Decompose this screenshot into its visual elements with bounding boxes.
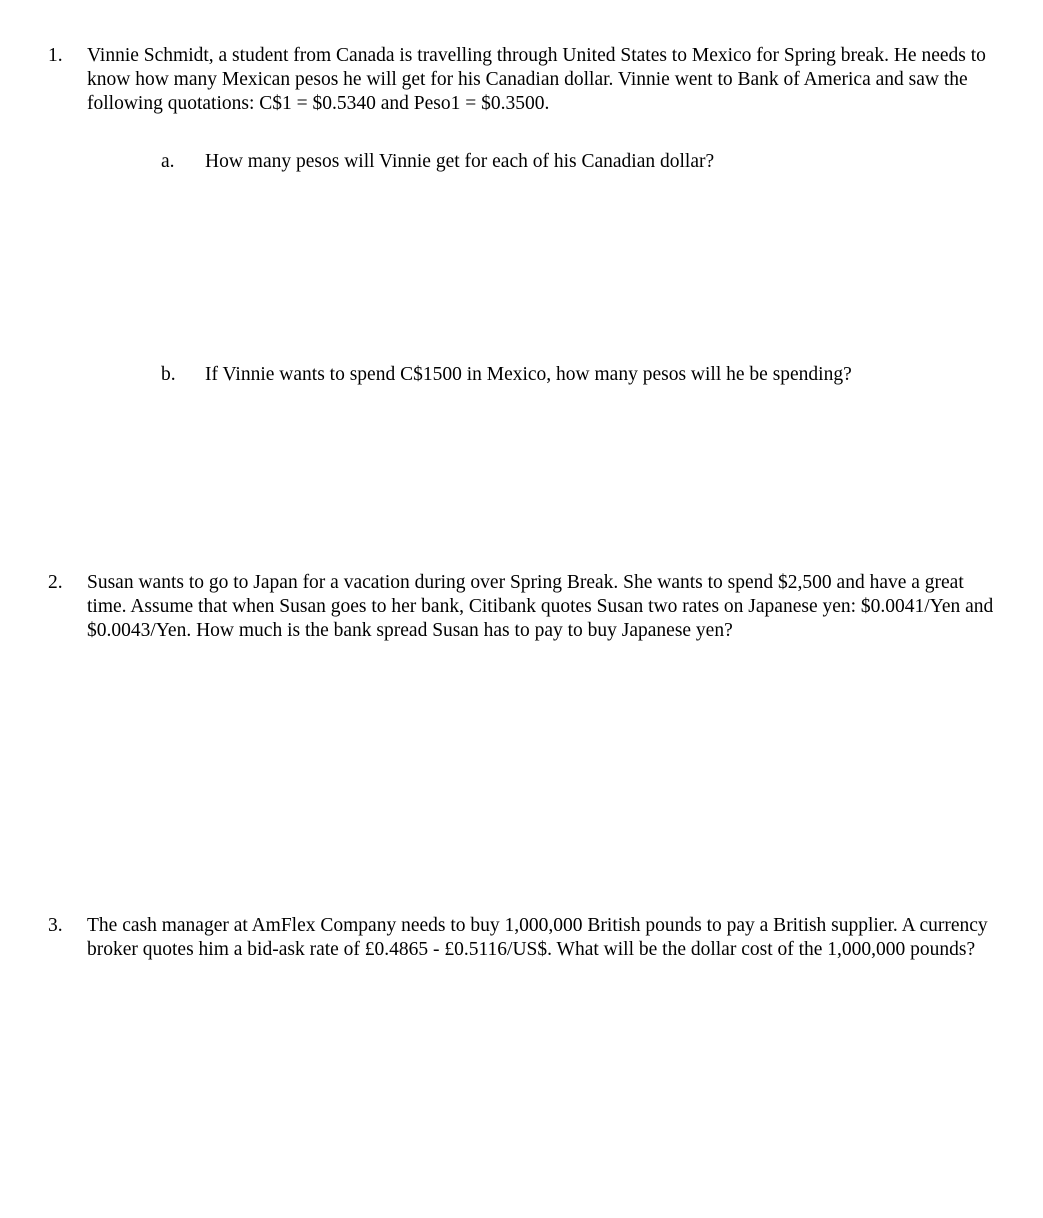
part-label: b. (161, 364, 176, 385)
question-text: The cash manager at AmFlex Company needs to buy 1,000,000 British pounds to pay a British supplier. A currency broker quotes him a bid-ask rate of £0.4865 - £0.5116/US$. What will be the dollar cost of the 1,000,000 pounds? (87, 915, 988, 960)
question-text: Vinnie Schmidt, a student from Canada is travelling through United States to Mexico for Spring break. He needs to know how many Mexican pesos he will get for his Canadian dollar. Vinnie went to Bank of America and saw the following quotations: C$1 = $0.5340 and Peso1 = $0.3500. (87, 45, 986, 114)
question-number: 3. (48, 915, 63, 936)
question-3 (48, 914, 1008, 962)
question-2 (48, 571, 1008, 643)
part-text: If Vinnie wants to spend C$1500 in Mexico, how many pesos will he be spending? (205, 364, 852, 385)
question-number: 1. (48, 45, 63, 66)
question-number: 2. (48, 572, 63, 593)
part-label: a. (161, 151, 175, 172)
question-1-part-a (161, 150, 1021, 174)
question-1 (48, 44, 1008, 116)
question-text: Susan wants to go to Japan for a vacation during over Spring Break. She wants to spend $2,500 and have a great time. Assume that when Susan goes to her bank, Citibank quotes Susan two rates on Japanese yen: $0.0041/Yen and $0.0043/Yen. How much is the bank spread Susan has to pay to buy Japanese yen? (87, 572, 994, 641)
question-1-part-b (161, 363, 1021, 387)
part-text: How many pesos will Vinnie get for each of his Canadian dollar? (205, 151, 715, 172)
